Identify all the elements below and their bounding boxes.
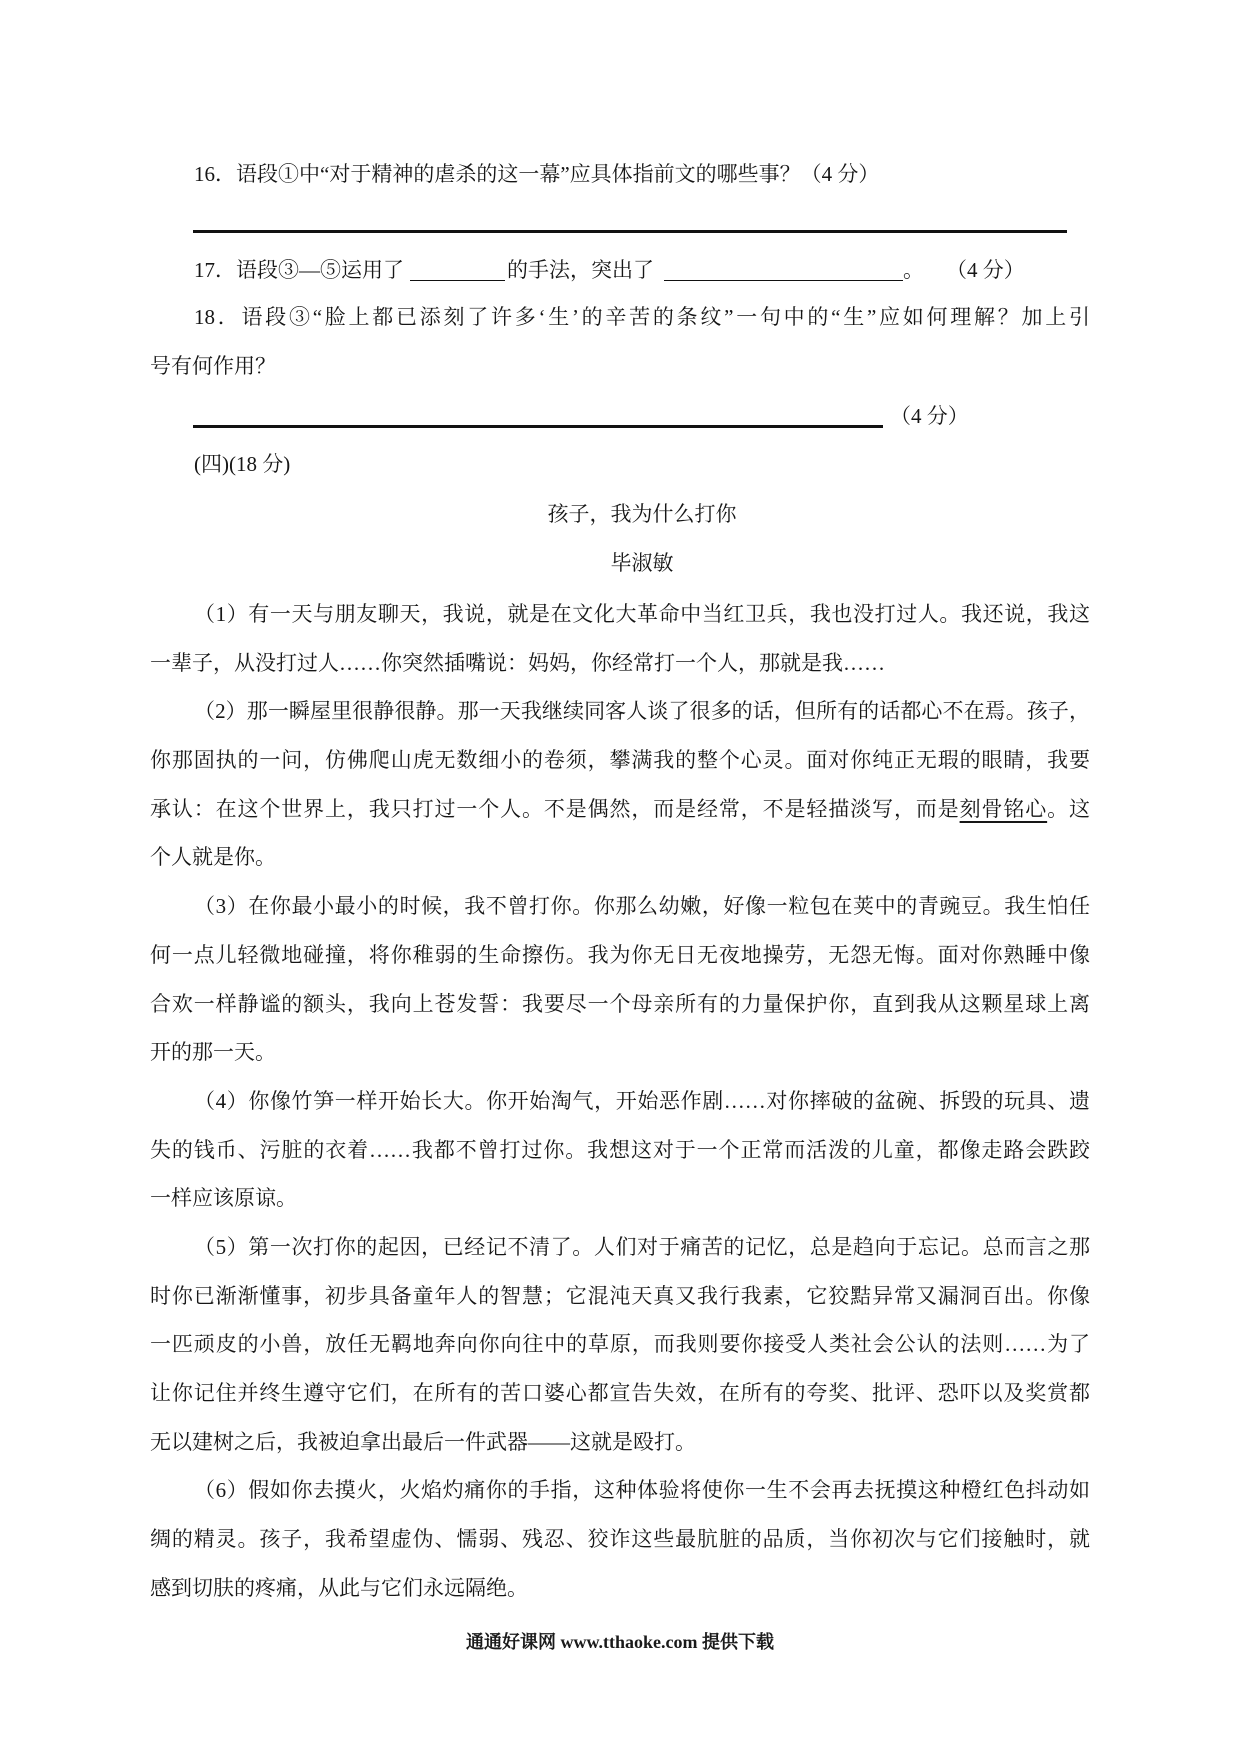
paragraph-line: （3）在你最小最小的时候，我不曾打你。你那么幼嫩，好像一粒包在荚中的青豌豆。我生怕任 [194, 894, 1090, 919]
page-footer: 通通好课网 www.tthaoke.com 提供下载 [466, 1632, 774, 1652]
paragraph-line: （2）那一瞬屋里很静很静。那一天我继续同客人谈了很多的话，但所有的话都心不在焉。孩子， [194, 699, 1090, 724]
question-16-text: 16．语段①中“对于精神的虐杀的这一幕”应具体指前文的哪些事？（4 分） [194, 162, 880, 186]
paragraph-line: 绸的精灵。孩子，我希望虚伪、懦弱、残忍、狡诈这些最肮脏的品质，当你初次与它们接触时，就 [150, 1527, 1090, 1552]
section-heading: (四)(18 分) [194, 452, 291, 476]
passage-paragraph-6 [150, 1466, 1090, 1612]
paragraph-line: （5）第一次打你的起因，已经记不清了。人们对于痛苦的记忆，总是趋向于忘记。总而言之那 [194, 1234, 1090, 1259]
question-18-text-line-1: 18．语段③“脸上都已添刻了许多‘生’的辛苦的条纹”一句中的“生”应如何理解？加上引 [194, 305, 1090, 329]
question-17-blank-1 [410, 260, 505, 281]
paragraph-line: （4）你像竹笋一样开始长大。你开始淘气，开始恶作剧……对你摔破的盆碗、拆毁的玩具、遗 [194, 1088, 1090, 1113]
passage-paragraph-3 [150, 882, 1090, 1077]
paragraph-line: 一样应该原谅。 [150, 1186, 297, 1211]
paragraph-text: 承认：在这个世界上，我只打过一个人。不是偶然，而是经常，不是轻描淡写，而是 [150, 796, 960, 821]
paragraph-line: 时你已渐渐懂事，初步具备童年人的智慧；它混沌天真又我行我素，它狡黠异常又漏洞百出。你像 [150, 1283, 1090, 1308]
question-17-blank-2 [664, 260, 903, 281]
passage-body [150, 590, 1090, 1612]
passage-paragraph-1 [150, 590, 1090, 687]
passage-paragraph-5 [150, 1223, 1090, 1466]
passage-paragraph-2 [150, 687, 1090, 882]
question-17-text-end: 。 [903, 258, 924, 282]
underlined-phrase: 刻骨铭心 [959, 796, 1048, 821]
question-17-score: （4 分） [946, 258, 1025, 282]
paragraph-line: 失的钱币、污脏的衣着……我都不曾打过你。我想这对于一个正常而活泼的儿童，都像走路会跌跤 [150, 1137, 1090, 1162]
question-17-text-middle: 的手法，突出了 [507, 258, 654, 282]
question-18-answer-line [193, 425, 883, 428]
paragraph-line: 一匹顽皮的小兽，放任无羁地奔向你向往中的草原，而我则要你接受人类社会公认的法则……为了 [150, 1332, 1090, 1357]
question-16-answer-line [193, 230, 1067, 233]
paragraph-line: 合欢一样静谧的额头，我向上苍发誓：我要尽一个母亲所有的力量保护你，直到我从这颗星球上离 [150, 991, 1090, 1016]
paragraph-line: （6）假如你去摸火，火焰灼痛你的手指，这种体验将使你一生不会再去抚摸这种橙红色抖动如 [194, 1478, 1090, 1503]
question-17-text-start: 17．语段③—⑤运用了 [194, 258, 404, 282]
question-17-text [194, 246, 924, 295]
paragraph-line: 开的那一天。 [150, 1040, 276, 1065]
paragraph-line [150, 785, 1090, 834]
question-18-text-line-2: 号有何作用？ [150, 354, 276, 378]
question-18-score: （4 分） [890, 404, 969, 428]
passage-author: 毕淑敏 [610, 551, 674, 575]
paragraph-line: 何一点儿轻微地碰撞，将你稚弱的生命擦伤。我为你无日无夜地操劳，无怨无悔。面对你熟睡中像 [150, 942, 1090, 967]
passage-title: 孩子，我为什么打你 [547, 502, 737, 526]
passage-paragraph-4 [150, 1077, 1090, 1223]
paragraph-line: 感到切肤的疼痛，从此与它们永远隔绝。 [150, 1575, 528, 1600]
paragraph-text: 。这 [1047, 796, 1090, 821]
paragraph-line: 个人就是你。 [150, 845, 276, 870]
paragraph-line: 无以建树之后，我被迫拿出最后一件武器——这就是殴打。 [150, 1429, 696, 1454]
paragraph-line: 你那固执的一问，仿佛爬山虎无数细小的卷须，攀满我的整个心灵。面对你纯正无瑕的眼睛，我要 [150, 748, 1090, 773]
paragraph-line: 让你记住并终生遵守它们，在所有的苦口婆心都宣告失效，在所有的夸奖、批评、恐吓以及奖赏都 [150, 1381, 1090, 1405]
paragraph-line: （1）有一天与朋友聊天，我说，就是在文化大革命中当红卫兵，我也没打过人。我还说，我这 [194, 602, 1090, 626]
paragraph-line: 一辈子，从没打过人……你突然插嘴说：妈妈，你经常打一个人，那就是我…… [150, 650, 885, 675]
